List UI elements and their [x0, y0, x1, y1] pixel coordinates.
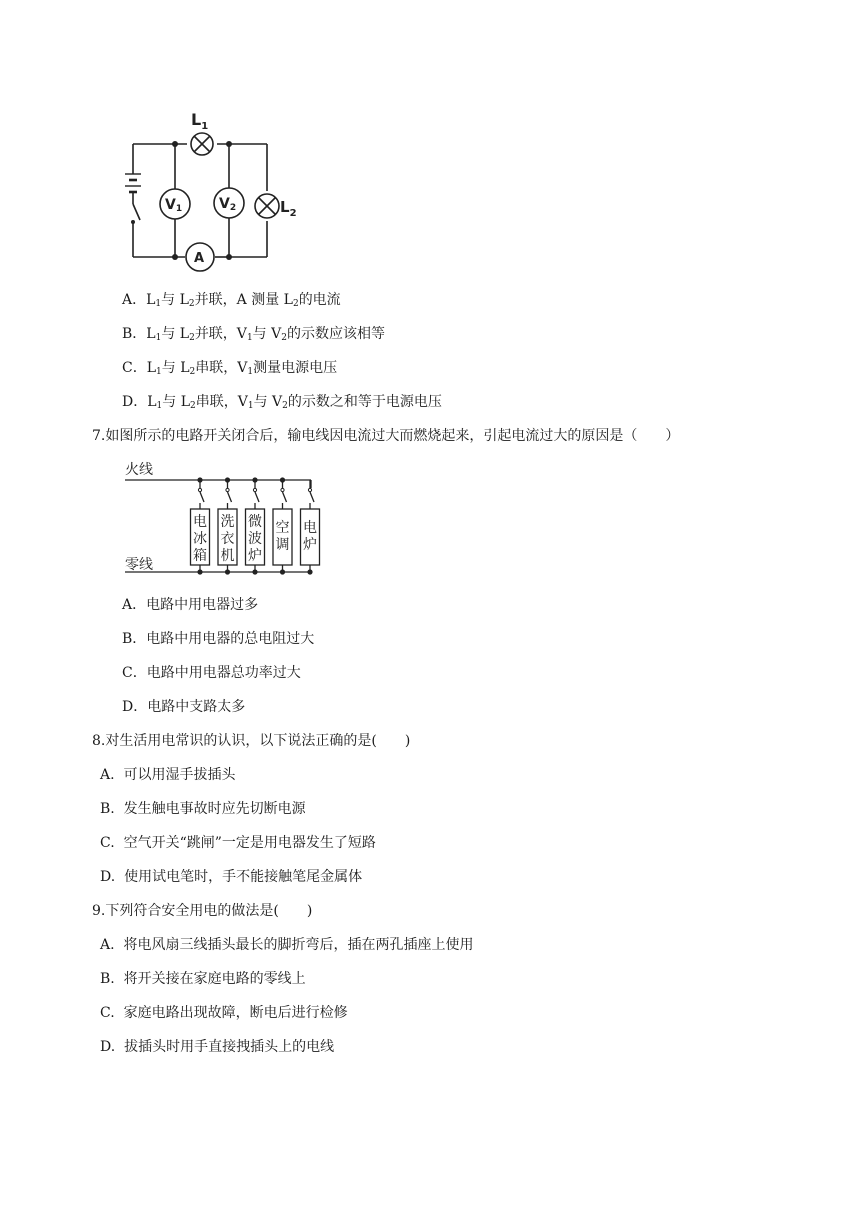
q7-option-a: A．电路中用电器过多 [122, 597, 259, 613]
appliance-label-char: 冰 [193, 531, 207, 547]
appliance-label-char: 洗 [220, 514, 235, 530]
q8-stem: 8.对生活用电常识的认识，以下说法正确的是( ) [92, 733, 411, 749]
appliance-label-char: 调 [275, 537, 290, 553]
q9-option-b: B. 将开关接在家庭电路的零线上 [100, 971, 306, 987]
appliance-label-char: 电 [303, 520, 317, 536]
q6-option-d: D．$L_1$与 $L_2$串联，$V_1$与 $V_2$的示数之和等于电源电压 [122, 394, 442, 411]
live-wire-label: 火线 [125, 462, 153, 478]
q7-option-d: D．电路中支路太多 [122, 699, 246, 715]
q7-option-b: B．电路中用电器的总电阻过大 [122, 631, 315, 647]
q9-option-c: C. 家庭电路出现故障，断电后进行检修 [100, 1005, 348, 1021]
q7-stem: 7.如图所示的电路开关闭合后，输电线因电流过大而燃烧起来，引起电流过大的原因是（ ） [92, 428, 680, 444]
q7-option-c: C．电路中用电器总功率过大 [122, 665, 301, 681]
appliance-branch [191, 477, 210, 574]
ammeter-a-label: A [194, 251, 205, 266]
lamp-l1-label: $L_1$ [191, 110, 209, 132]
appliance-label-char: 箱 [193, 548, 207, 564]
q9-option-d: D. 拔插头时用手直接拽插头上的电线 [100, 1039, 335, 1055]
appliance-label-char: 机 [220, 548, 235, 564]
q8-option-a: A. 可以用湿手拔插头 [100, 767, 236, 783]
household-circuit-diagram [120, 456, 330, 578]
appliance-branch [246, 477, 265, 574]
appliance-label-char: 空 [275, 520, 290, 536]
appliance-label-char: 衣 [220, 531, 235, 547]
q8-option-b: B. 发生触电事故时应先切断电源 [100, 801, 306, 817]
appliance-branch [273, 477, 292, 574]
appliance-branch [301, 480, 320, 575]
appliance-label-char: 炉 [248, 548, 262, 564]
circuit-diagram-lamps-meters [120, 108, 310, 278]
neutral-wire-label: 零线 [125, 557, 153, 573]
q6-option-b: B．$L_1$与 $L_2$并联，$V_1$与 $V_2$的示数应该相等 [122, 326, 385, 343]
q8-option-d: D. 使用试电笔时，手不能接触笔尾金属体 [100, 869, 363, 885]
voltmeter-v1-label: V1 [165, 197, 183, 214]
appliance-label-char: 电 [193, 514, 207, 530]
appliance-label-char: 波 [248, 531, 262, 547]
q9-option-a: A. 将电风扇三线插头最长的脚折弯后，插在两孔插座上使用 [100, 937, 474, 953]
q6-option-c: C．$L_1$与 $L_2$串联，$V_1$测量电源电压 [122, 360, 338, 377]
appliance-label-char: 微 [248, 514, 262, 530]
q9-stem: 9.下列符合安全用电的做法是( ) [92, 903, 313, 919]
voltmeter-v2-label: V2 [219, 196, 237, 213]
appliance-branch [218, 477, 237, 574]
q8-option-c: C. 空气开关“跳闸”一定是用电器发生了短路 [100, 835, 376, 851]
lamp-l2-label: $L_2$ [280, 198, 297, 219]
appliance-branches [191, 477, 320, 574]
q6-option-a: A．$L_1$与 $L_2$并联，A 测量 $L_2$的电流 [122, 292, 341, 309]
appliance-label-char: 炉 [303, 537, 317, 553]
